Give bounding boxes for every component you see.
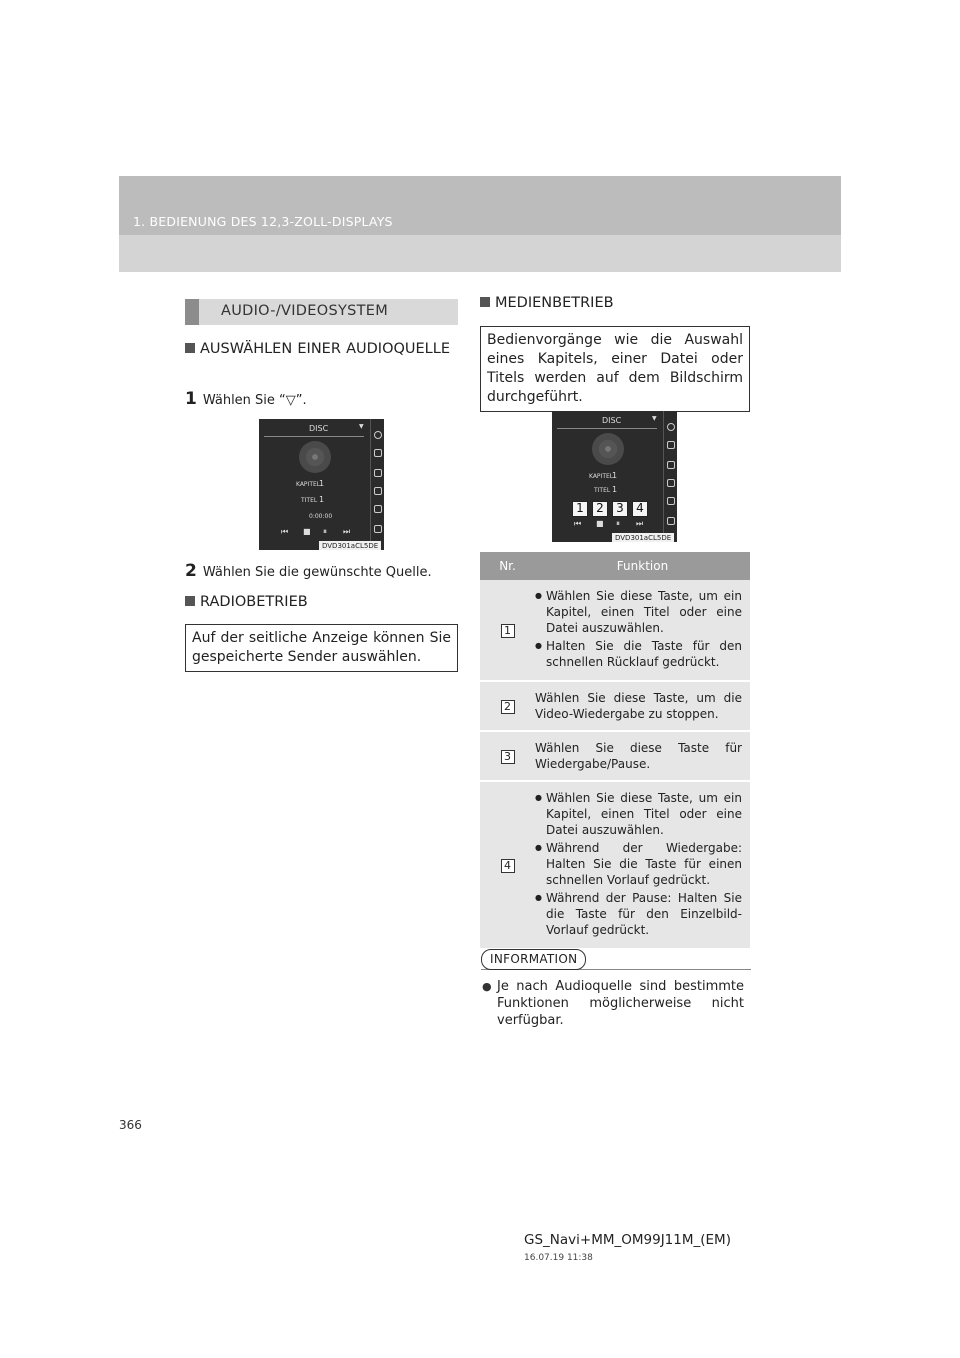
callout-4: 4 — [632, 501, 648, 517]
document-code: GS_Navi+MM_OM99J11M_(EM) — [524, 1232, 731, 1248]
image-icon[interactable] — [667, 479, 675, 487]
next-icon[interactable]: ⏭ — [343, 527, 351, 536]
pause-icon[interactable]: ⏸ — [323, 527, 327, 536]
screen-divider — [264, 436, 364, 437]
function-list — [535, 588, 742, 670]
step-2: 2 Wählen Sie die gewünschte Quelle. — [185, 561, 432, 581]
side-panel — [663, 411, 677, 542]
column-header-nr: Nr. — [480, 552, 535, 580]
row-number: 1 — [501, 624, 515, 638]
list-item: ● Halten Sie die Taste für den schnellen Rücklauf gedrückt. — [535, 638, 742, 670]
screen-title: DISC — [309, 424, 329, 433]
previous-icon[interactable]: ⏮ — [281, 527, 289, 536]
radio-note-box: Auf der seitliche Anzeige können Sie gespeicherte Sender auswählen. — [185, 624, 458, 672]
print-timestamp: 16.07.19 11:38 — [524, 1253, 593, 1263]
image-icon[interactable] — [374, 487, 382, 495]
side-panel — [370, 419, 384, 550]
music-icon[interactable] — [667, 441, 675, 449]
menu-icon[interactable] — [667, 517, 675, 525]
disc-image — [592, 433, 624, 465]
chapter-title: 1. BEDIENUNG DES 12,3-ZOLL-DISPLAYS — [133, 214, 393, 229]
image-code: DVD301aCL5DE — [319, 541, 381, 550]
phone-icon[interactable] — [374, 469, 382, 477]
screen-title: DISC — [602, 416, 622, 425]
stop-icon[interactable]: ■ — [596, 519, 604, 528]
disc-icon[interactable] — [667, 423, 675, 431]
screenshot-disc-left — [259, 419, 384, 550]
function-list — [535, 790, 742, 938]
list-item: ● Wählen Sie diese Taste, um ein Kapitel, einen Titel oder eine Datei auszuwählen. — [535, 588, 742, 636]
next-icon[interactable]: ⏭ — [636, 519, 644, 528]
dropdown-icon: ▼ — [359, 423, 364, 430]
table-row — [480, 781, 750, 949]
row-text: Wählen Sie diese Taste, um die Video-Wiedergabe zu stoppen. — [535, 681, 750, 731]
heading-select-source: AUSWÄHLEN EINER AUDIOQUELLE — [185, 340, 458, 359]
section-title-box — [185, 299, 458, 325]
callout-3: 3 — [612, 501, 628, 517]
stop-icon[interactable]: ■ — [303, 527, 311, 536]
disc-icon[interactable] — [374, 431, 382, 439]
section-title-bar — [185, 299, 199, 325]
heading-square-icon — [185, 343, 195, 353]
voice-icon[interactable] — [374, 505, 382, 513]
heading-media: MEDIENBETRIEB — [480, 295, 614, 311]
function-table — [480, 552, 750, 950]
previous-icon[interactable]: ⏮ — [574, 519, 582, 528]
list-item: ● Wählen Sie diese Taste, um ein Kapitel, einen Titel oder eine Datei auszuwählen. — [535, 790, 742, 838]
heading-square-icon — [480, 297, 490, 307]
pause-icon[interactable]: ⏸ — [616, 519, 620, 528]
callout-2: 2 — [592, 501, 608, 517]
table-row — [480, 681, 750, 731]
kapitel-label: KAPITEL — [296, 481, 321, 488]
heading-square-icon — [185, 596, 195, 606]
dropdown-icon: ▼ — [652, 415, 657, 422]
callout-1: 1 — [572, 501, 588, 517]
row-text: Wählen Sie diese Taste für Wiedergabe/Pause. — [535, 731, 750, 781]
information-label: INFORMATION — [481, 949, 586, 970]
image-code: DVD301aCL5DE — [612, 533, 674, 542]
screen-divider — [557, 428, 657, 429]
phone-icon[interactable] — [667, 461, 675, 469]
table-header-row — [480, 552, 750, 580]
kapitel-value: 1 — [612, 471, 618, 480]
list-item: ● Während der Pause: Halten Sie die Taste für den Einzelbild-Vorlauf gedrückt. — [535, 890, 742, 938]
titel-label: TITEL — [594, 487, 611, 494]
list-item: ● Während der Wiedergabe: Halten Sie die Taste für einen schnellen Vorlauf gedrückt. — [535, 840, 742, 888]
table-row — [480, 580, 750, 681]
information-text: ● Je nach Audioquelle sind bestimmte Funktionen möglicherweise nicht verfügbar. — [482, 978, 744, 1029]
section-title: AUDIO-/VIDEOSYSTEM — [221, 303, 389, 319]
titel-value: 1 — [319, 495, 325, 504]
step-1: 1 Wählen Sie “▽”. — [185, 389, 307, 409]
titel-label: TITEL — [301, 497, 318, 504]
titel-value: 1 — [612, 485, 618, 494]
heading-radio: RADIOBETRIEB — [185, 594, 308, 610]
time-display: 0:00:00 — [309, 513, 333, 520]
disc-image — [299, 441, 331, 473]
kapitel-label: KAPITEL — [589, 473, 614, 480]
menu-icon[interactable] — [374, 525, 382, 533]
kapitel-value: 1 — [319, 479, 325, 488]
column-header-funktion: Funktion — [535, 552, 750, 580]
table-row — [480, 731, 750, 781]
row-number: 3 — [501, 750, 515, 764]
screenshot-disc-right — [552, 411, 677, 542]
voice-icon[interactable] — [667, 497, 675, 505]
row-number: 2 — [501, 700, 515, 714]
page-number: 366 — [119, 1118, 142, 1132]
row-number: 4 — [501, 859, 515, 873]
header-band — [119, 176, 841, 272]
media-note-box: Bedienvorgänge wie die Auswahl eines Kapitels, einer Datei oder Titels werden auf dem Bildschirm durchgeführt. — [480, 326, 750, 412]
music-icon[interactable] — [374, 449, 382, 457]
